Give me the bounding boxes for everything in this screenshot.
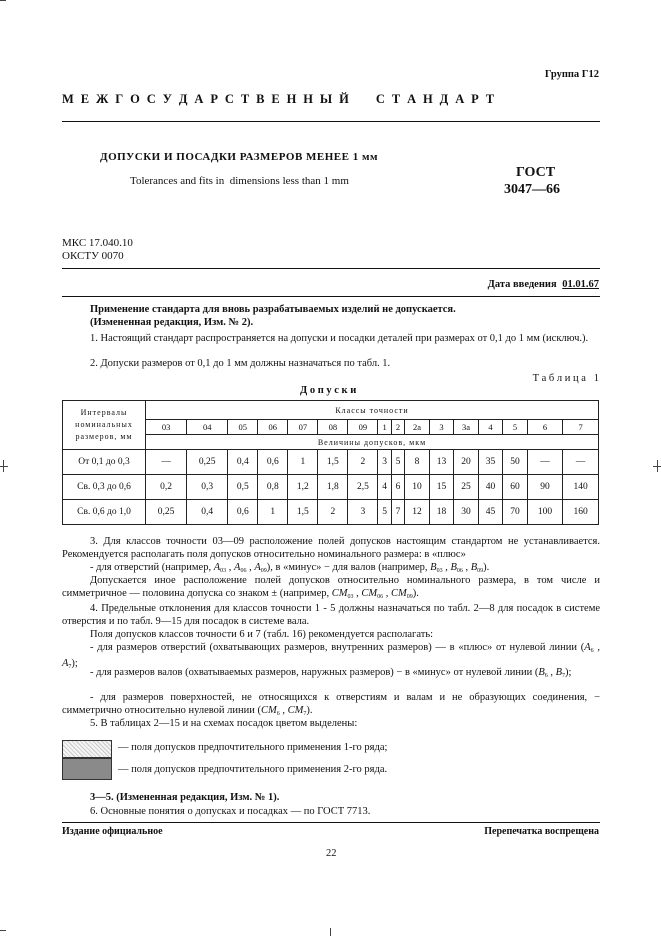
- footer-rule: [62, 822, 600, 823]
- classification-rule: [62, 268, 600, 269]
- paragraph-4-shafts: - для размеров валов (охватываемых размеров, наружных размеров) − в «минус» от нулевой линии ($B_6$ , $B_7$);: [90, 667, 572, 679]
- class-header-cell: 3: [429, 420, 454, 435]
- tolerance-value-cell: 2: [348, 450, 378, 475]
- class-header-cell: 08: [318, 420, 348, 435]
- tolerance-value-cell: 0,25: [187, 450, 228, 475]
- amendment-note: 3—5. (Измененная редакция, Изм. № 1).: [90, 792, 280, 803]
- class-header-cell: 2: [391, 420, 404, 435]
- classes-header: Классы точности: [146, 401, 599, 420]
- tolerance-value-cell: 13: [429, 450, 454, 475]
- class-header-cell: 7: [563, 420, 599, 435]
- tolerance-value-cell: 1,5: [318, 450, 348, 475]
- tolerance-value-cell: 0,6: [228, 500, 258, 525]
- table-row: [63, 450, 599, 475]
- class-header-cell: 6: [527, 420, 563, 435]
- tolerance-value-cell: 45: [478, 500, 503, 525]
- class-header-cell: 2а: [405, 420, 430, 435]
- paragraph-3: 3. Для классов точности 03—09 расположение полей допусков настоящим стандартом не устанавливается. Рекомендуется располагать поля допусков относительно номинального размера: в «плюс»: [62, 536, 600, 560]
- mks-code: МКС 17.040.10: [62, 237, 133, 249]
- tolerance-value-cell: 8: [405, 450, 430, 475]
- tolerance-value-cell: 1: [258, 500, 288, 525]
- footer-official-edition: Издание официальное: [62, 826, 163, 837]
- tolerance-value-cell: 5: [391, 450, 404, 475]
- intro-date: [488, 279, 599, 290]
- class-header-cell: 03: [146, 420, 187, 435]
- crop-mark-right-mid-v: [657, 460, 658, 472]
- tolerance-value-cell: 160: [563, 500, 599, 525]
- tolerance-value-cell: 1,8: [318, 475, 348, 500]
- paragraph-4-surfaces: - для размеров поверхностей, не относящихся к отверстиям и валам и не образующих соединения, − симметрично относительно нулевой линии ($CM_6$ , $CM_7$).: [62, 692, 600, 717]
- legend-swatch-row-2: [62, 758, 112, 780]
- tolerance-value-cell: 6: [391, 475, 404, 500]
- crop-mark-left-top: [0, 0, 6, 1]
- paragraph-4-classes: Поля допусков классов точности 6 и 7 (табл. 16) рекомендуется располагать:: [90, 629, 434, 640]
- class-header-cell: 06: [258, 420, 288, 435]
- table-row: [63, 500, 599, 525]
- tolerance-value-cell: 0,6: [258, 450, 288, 475]
- tolerance-value-cell: 140: [563, 475, 599, 500]
- size-range-cell: Св. 0,6 до 1,0: [63, 500, 146, 525]
- tolerance-value-cell: 0,2: [146, 475, 187, 500]
- tolerance-value-cell: 60: [503, 475, 528, 500]
- tolerance-value-cell: 5: [378, 500, 391, 525]
- tolerance-value-cell: 35: [478, 450, 503, 475]
- tolerance-value-cell: 1,2: [288, 475, 318, 500]
- tolerance-table: [62, 400, 599, 525]
- class-header-cell: 04: [187, 420, 228, 435]
- tolerance-value-cell: 2,5: [348, 475, 378, 500]
- tolerance-value-cell: —: [563, 450, 599, 475]
- tolerance-value-cell: 0,5: [228, 475, 258, 500]
- legend-item-1: — поля допусков предпочтительного применения 1-го ряда;: [118, 742, 388, 753]
- tolerance-value-cell: 100: [527, 500, 563, 525]
- tolerance-value-cell: 1,5: [288, 500, 318, 525]
- class-header-cell: 4: [478, 420, 503, 435]
- paragraph-3-symmetric: Допускается иное расположение полей допусков относительно номинального размера, в том числе и симметричное — половина допуска со знаком ± (например, $CM_{03}$ , $CM_{06}$ , $CM_{09}$).: [62, 575, 600, 600]
- crop-mark-left-mid: [0, 466, 8, 467]
- crop-mark-bottom-mid: [330, 928, 331, 936]
- table-body: [63, 450, 599, 525]
- values-header: Величины допусков, мкм: [146, 435, 599, 450]
- gost-number-label: ГОСТ: [516, 165, 556, 180]
- tolerance-value-cell: 0,25: [146, 500, 187, 525]
- paragraph-5: 5. В таблицах 2—15 и на схемах посадок цветом выделены:: [90, 718, 358, 729]
- header-rule: [62, 121, 600, 122]
- tolerance-value-cell: 0,4: [228, 450, 258, 475]
- paragraph-2: 2. Допуски размеров от 0,1 до 1 мм должны назначаться по табл. 1.: [90, 358, 391, 369]
- table-number: Т а б л и ц а 1: [532, 373, 599, 384]
- size-range-cell: Св. 0,3 до 0,6: [63, 475, 146, 500]
- paragraph-3-holes: - для отверстий (например, $A_{03}$ , $A_{06}$ , $A_{09}$), в «минус» − для валов (например, $B_{03}$ , $B_{06}$ , $B_{09}$).: [90, 562, 490, 574]
- title-ru: ДОПУСКИ И ПОСАДКИ РАЗМЕРОВ МЕНЕЕ 1 мм: [100, 151, 378, 163]
- corner-header: Интервалы номинальных размеров, мм: [63, 401, 146, 450]
- tolerance-value-cell: 18: [429, 500, 454, 525]
- notice-line-1: Применение стандарта для вновь разрабатываемых изделий не допускается.: [90, 304, 456, 315]
- tolerance-value-cell: 0,3: [187, 475, 228, 500]
- intro-date-label: Дата введения: [487, 279, 557, 290]
- tolerance-value-cell: —: [146, 450, 187, 475]
- tolerance-value-cell: —: [527, 450, 563, 475]
- notice-line-2: (Измененная редакция, Изм. № 2).: [90, 317, 254, 328]
- class-header-cell: 3а: [454, 420, 479, 435]
- tolerance-value-cell: 25: [454, 475, 479, 500]
- class-header-cell: 07: [288, 420, 318, 435]
- standard-banner: М Е Ж Г О С У Д А Р С Т В Е Н Н Ы Й С Т А Н Д А Р Т: [62, 92, 496, 106]
- class-header-cell: 5: [503, 420, 528, 435]
- tolerance-value-cell: 10: [405, 475, 430, 500]
- group-label: Группа Г12: [544, 69, 599, 80]
- page-number: 22: [326, 848, 337, 859]
- class-header-cell: 05: [228, 420, 258, 435]
- tolerance-value-cell: 2: [318, 500, 348, 525]
- class-header-cell: 09: [348, 420, 378, 435]
- date-rule: [62, 296, 600, 297]
- class-header-cell: 1: [378, 420, 391, 435]
- tolerance-value-cell: 15: [429, 475, 454, 500]
- tolerance-value-cell: 30: [454, 500, 479, 525]
- tolerance-value-cell: 40: [478, 475, 503, 500]
- paragraph-4: 4. Предельные отклонения для классов точности 1 - 5 должны назначаться по табл. 2—8 для посадок в системе отверстия и по табл. 9—15 для посадок в системе вала.: [62, 603, 600, 627]
- crop-mark-bottom-left: [0, 930, 6, 931]
- tolerance-value-cell: 1: [288, 450, 318, 475]
- tolerance-value-cell: 4: [378, 475, 391, 500]
- crop-mark-left-mid-v: [3, 460, 4, 472]
- tolerance-value-cell: 20: [454, 450, 479, 475]
- tolerance-value-cell: 7: [391, 500, 404, 525]
- tolerance-value-cell: 0,4: [187, 500, 228, 525]
- tolerance-value-cell: 90: [527, 475, 563, 500]
- paragraph-6: 6. Основные понятия о допусках и посадках — по ГОСТ 7713.: [90, 806, 371, 817]
- paragraph-4-holes: - для размеров отверстий (охватывающих размеров, внутренних размеров) — в «плюс» от нулевой линии ($A_6$ , $A_7$);: [62, 642, 601, 670]
- okstu-code: ОКСТУ 0070: [62, 250, 124, 262]
- title-en: Tolerances and fits in dimensions less than 1 mm: [130, 175, 349, 187]
- size-range-cell: От 0,1 до 0,3: [63, 450, 146, 475]
- table-caption: Д о п у с к и: [300, 385, 357, 396]
- table-row: [63, 475, 599, 500]
- tolerance-value-cell: 70: [503, 500, 528, 525]
- legend-swatch-row-1: [62, 740, 112, 758]
- tolerance-value-cell: 12: [405, 500, 430, 525]
- intro-date-value: 01.01.67: [562, 279, 599, 290]
- gost-number: 3047—66: [504, 182, 560, 197]
- legend-item-2: — поля допусков предпочтительного применения 2-го ряда.: [118, 764, 388, 775]
- paragraph-1: 1. Настоящий стандарт распространяется на допуски и посадки деталей при размерах от 0,1 до 1 мм (исключ.).: [90, 333, 589, 344]
- tolerance-value-cell: 50: [503, 450, 528, 475]
- tolerance-value-cell: 3: [378, 450, 391, 475]
- tolerance-value-cell: 3: [348, 500, 378, 525]
- footer-reprint-notice: Перепечатка воспрещена: [484, 826, 599, 837]
- tolerance-value-cell: 0,8: [258, 475, 288, 500]
